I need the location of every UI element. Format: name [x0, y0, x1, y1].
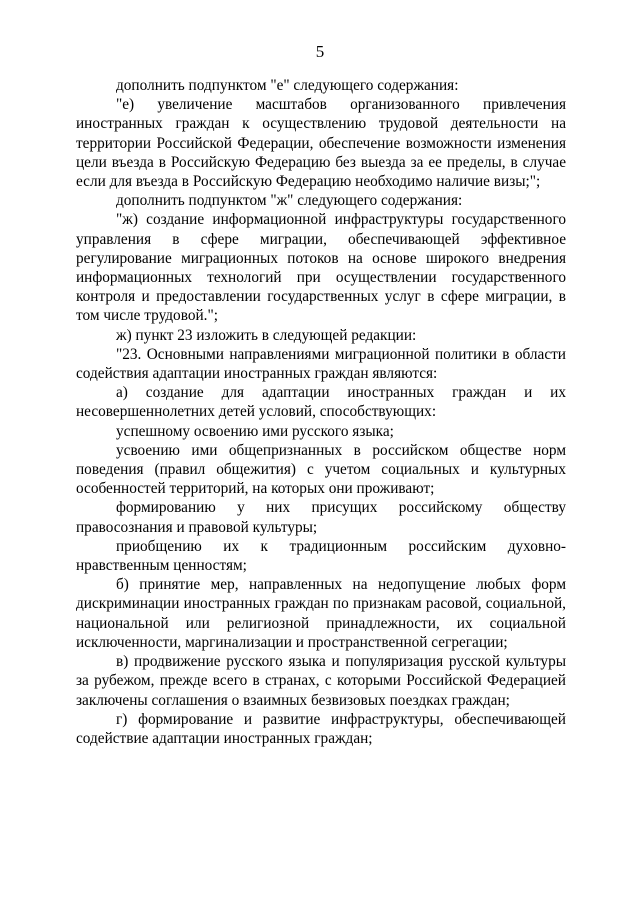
paragraph: "23. Основными направлениями миграционной политики в области содействия адаптации иностранных граждан являются:	[76, 345, 566, 383]
paragraph: формированию у них присущих российскому обществу правосознания и правовой культуры;	[76, 499, 566, 536]
paragraph: усвоению ими общепризнанных в российском обществе норм поведения (правил общежития) с учетом социальных и культурных особенностей территорий, на которых они проживают;	[76, 441, 566, 498]
paragraph: г) формирование и развитие инфраструктуры, обеспечивающей содействие адаптации иностранных граждан;	[76, 710, 566, 747]
paragraph: б) принятие мер, направленных на недопущение любых форм дискриминации иностранных граждан по признакам расовой, социальной, национальной или религиозной принадлежности, их социальной исключенности, маргинализации и пространственной сегрегации;	[76, 576, 566, 651]
paragraph: приобщению их к традиционным российским духовно-нравственным ценностям;	[76, 537, 566, 575]
paragraph: "е) увеличение масштабов организованного привлечения иностранных граждан к осуществлению трудовой деятельности на территории Российской Федерации, обеспечение возможности изменения цели въезда в Российскую Федерацию без выезда за ее пределы, в случае если для въезда в Российскую Федерацию необходимо наличие визы;";	[76, 96, 566, 191]
paragraph: ж) пункт 23 изложить в следующей редакции:	[116, 326, 417, 344]
paragraph: дополнить подпунктом "е" следующего содержания:	[116, 77, 459, 94]
page-number: 5	[315, 42, 325, 61]
paragraph: "ж) создание информационной инфраструктуры государственного управления в сфере миграции, обеспечивающей эффективное регулирование миграционных потоков на основе широкого внедрения информационных технологий при осуществлении государственного контроля и предоставлении государственных услуг в сфере миграции, в том числе трудовой.";	[76, 211, 566, 325]
paragraph: а) создание для адаптации иностранных граждан и их несовершеннолетних детей условий, способствующих:	[76, 384, 566, 421]
paragraph: в) продвижение русского языка и популяризация русской культуры за рубежом, прежде всего в странах, с которыми Российской Федерацией заключены соглашения о взаимных безвизовых поездках граждан;	[76, 653, 566, 709]
document-body	[76, 76, 566, 748]
paragraph: дополнить подпунктом "ж" следующего содержания:	[116, 192, 463, 210]
paragraph: успешному освоению ими русского языка;	[116, 422, 394, 440]
